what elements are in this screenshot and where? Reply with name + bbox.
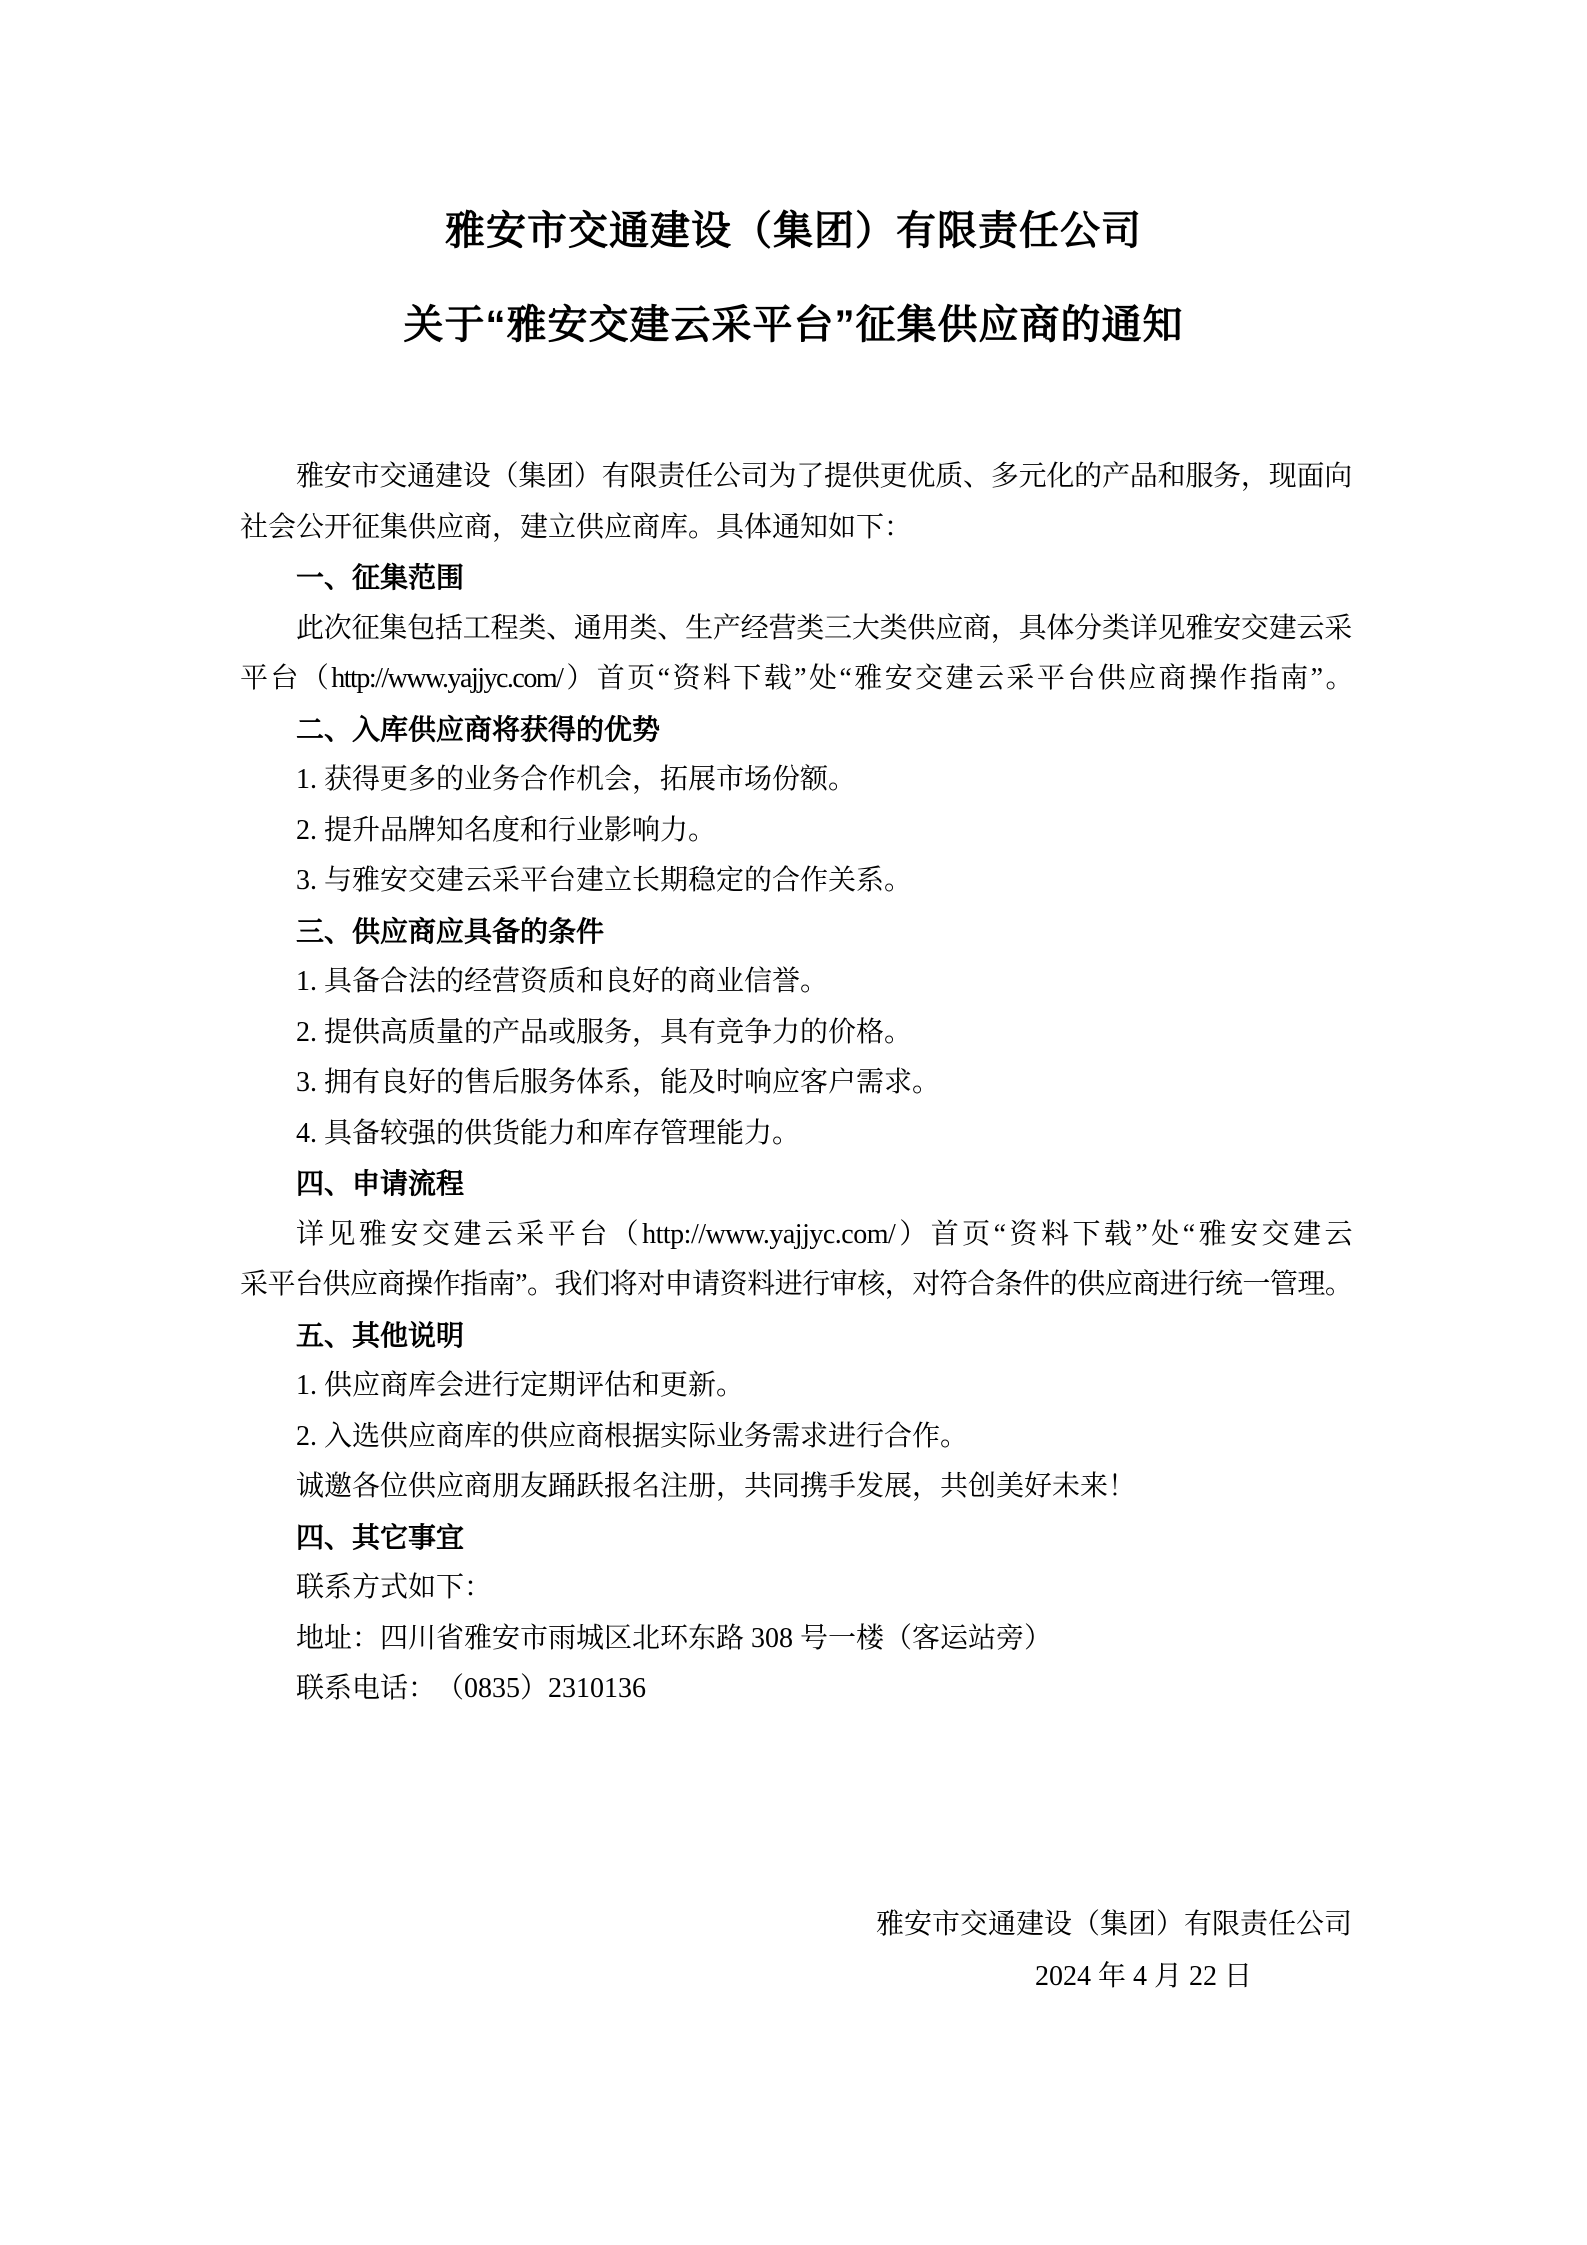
paragraph-line: 诚邀各位供应商朋友踊跃报名注册，共同携手发展，共创美好未来！ <box>296 1471 1137 1502</box>
address-line: 地址：四川省雅安市雨城区北环东路 308 号一楼（客运站旁） <box>296 1622 1053 1654</box>
signature-date: 2024 年 4 月 22 日 <box>1034 1961 1252 1992</box>
intro-paragraph-line: 社会公开征集供应商，建立供应商库。具体通知如下： <box>240 511 913 543</box>
paragraph-line: 采平台供应商操作指南”。我们将对申请资料进行审核，对符合条件的供应商进行统一管理。 <box>240 1269 1352 1300</box>
list-item-line: 3. 与雅安交建云采平台建立长期稳定的合作关系。 <box>296 865 913 896</box>
signature-company-name: 雅安市交通建设（集团）有限责任公司 <box>875 1909 1352 1940</box>
paragraph-line: 平台（http://www.yajjyc.com/）首页“资料下载”处“雅安交建云采平台供应商操作指南”。 <box>240 663 1352 694</box>
section-heading-supplier-requirements: 三、供应商应具备的条件 <box>296 915 605 947</box>
list-item-line: 2. 提供高质量的产品或服务，具有竞争力的价格。 <box>296 1016 913 1048</box>
section-heading-collection-scope: 一、征集范围 <box>296 562 465 593</box>
section-heading-other-matters: 四、其它事宜 <box>296 1521 465 1553</box>
list-item-line: 2. 入选供应商库的供应商根据实际业务需求进行合作。 <box>296 1420 969 1452</box>
list-item-line: 4. 具备较强的供货能力和库存管理能力。 <box>296 1117 801 1149</box>
section-heading-other-notes: 五、其他说明 <box>296 1319 465 1351</box>
paragraph-line: 详见雅安交建云采平台（http://www.yajjyc.com/）首页“资料下载”处“雅安交建云 <box>296 1218 1352 1250</box>
phone-line: 联系电话： （0835）2310136 <box>296 1673 647 1704</box>
list-item-line: 1. 获得更多的业务合作机会，拓展市场份额。 <box>296 764 857 795</box>
list-item-line: 1. 供应商库会进行定期评估和更新。 <box>296 1370 745 1401</box>
section-heading-supplier-benefits: 二、入库供应商将获得的优势 <box>296 713 661 745</box>
contact-intro-line: 联系方式如下： <box>296 1572 493 1603</box>
list-item-line: 1. 具备合法的经营资质和良好的商业信誉。 <box>296 966 829 997</box>
section-heading-application-process: 四、申请流程 <box>296 1168 465 1199</box>
list-item-line: 2. 提升品牌知名度和行业影响力。 <box>296 814 717 846</box>
document-title-line2: 关于“雅安交建云采平台”征集供应商的通知 <box>403 303 1184 347</box>
paragraph-line: 此次征集包括工程类、通用类、生产经营类三大类供应商，具体分类详见雅安交建云采 <box>296 612 1352 644</box>
document-title-line1: 雅安市交通建设（集团）有限责任公司 <box>445 209 1142 253</box>
document-body <box>240 452 1352 1715</box>
intro-paragraph-line: 雅安市交通建设（集团）有限责任公司为了提供更优质、多元化的产品和服务，现面向 <box>296 461 1352 492</box>
list-item-line: 3. 拥有良好的售后服务体系，能及时响应客户需求。 <box>296 1067 941 1098</box>
